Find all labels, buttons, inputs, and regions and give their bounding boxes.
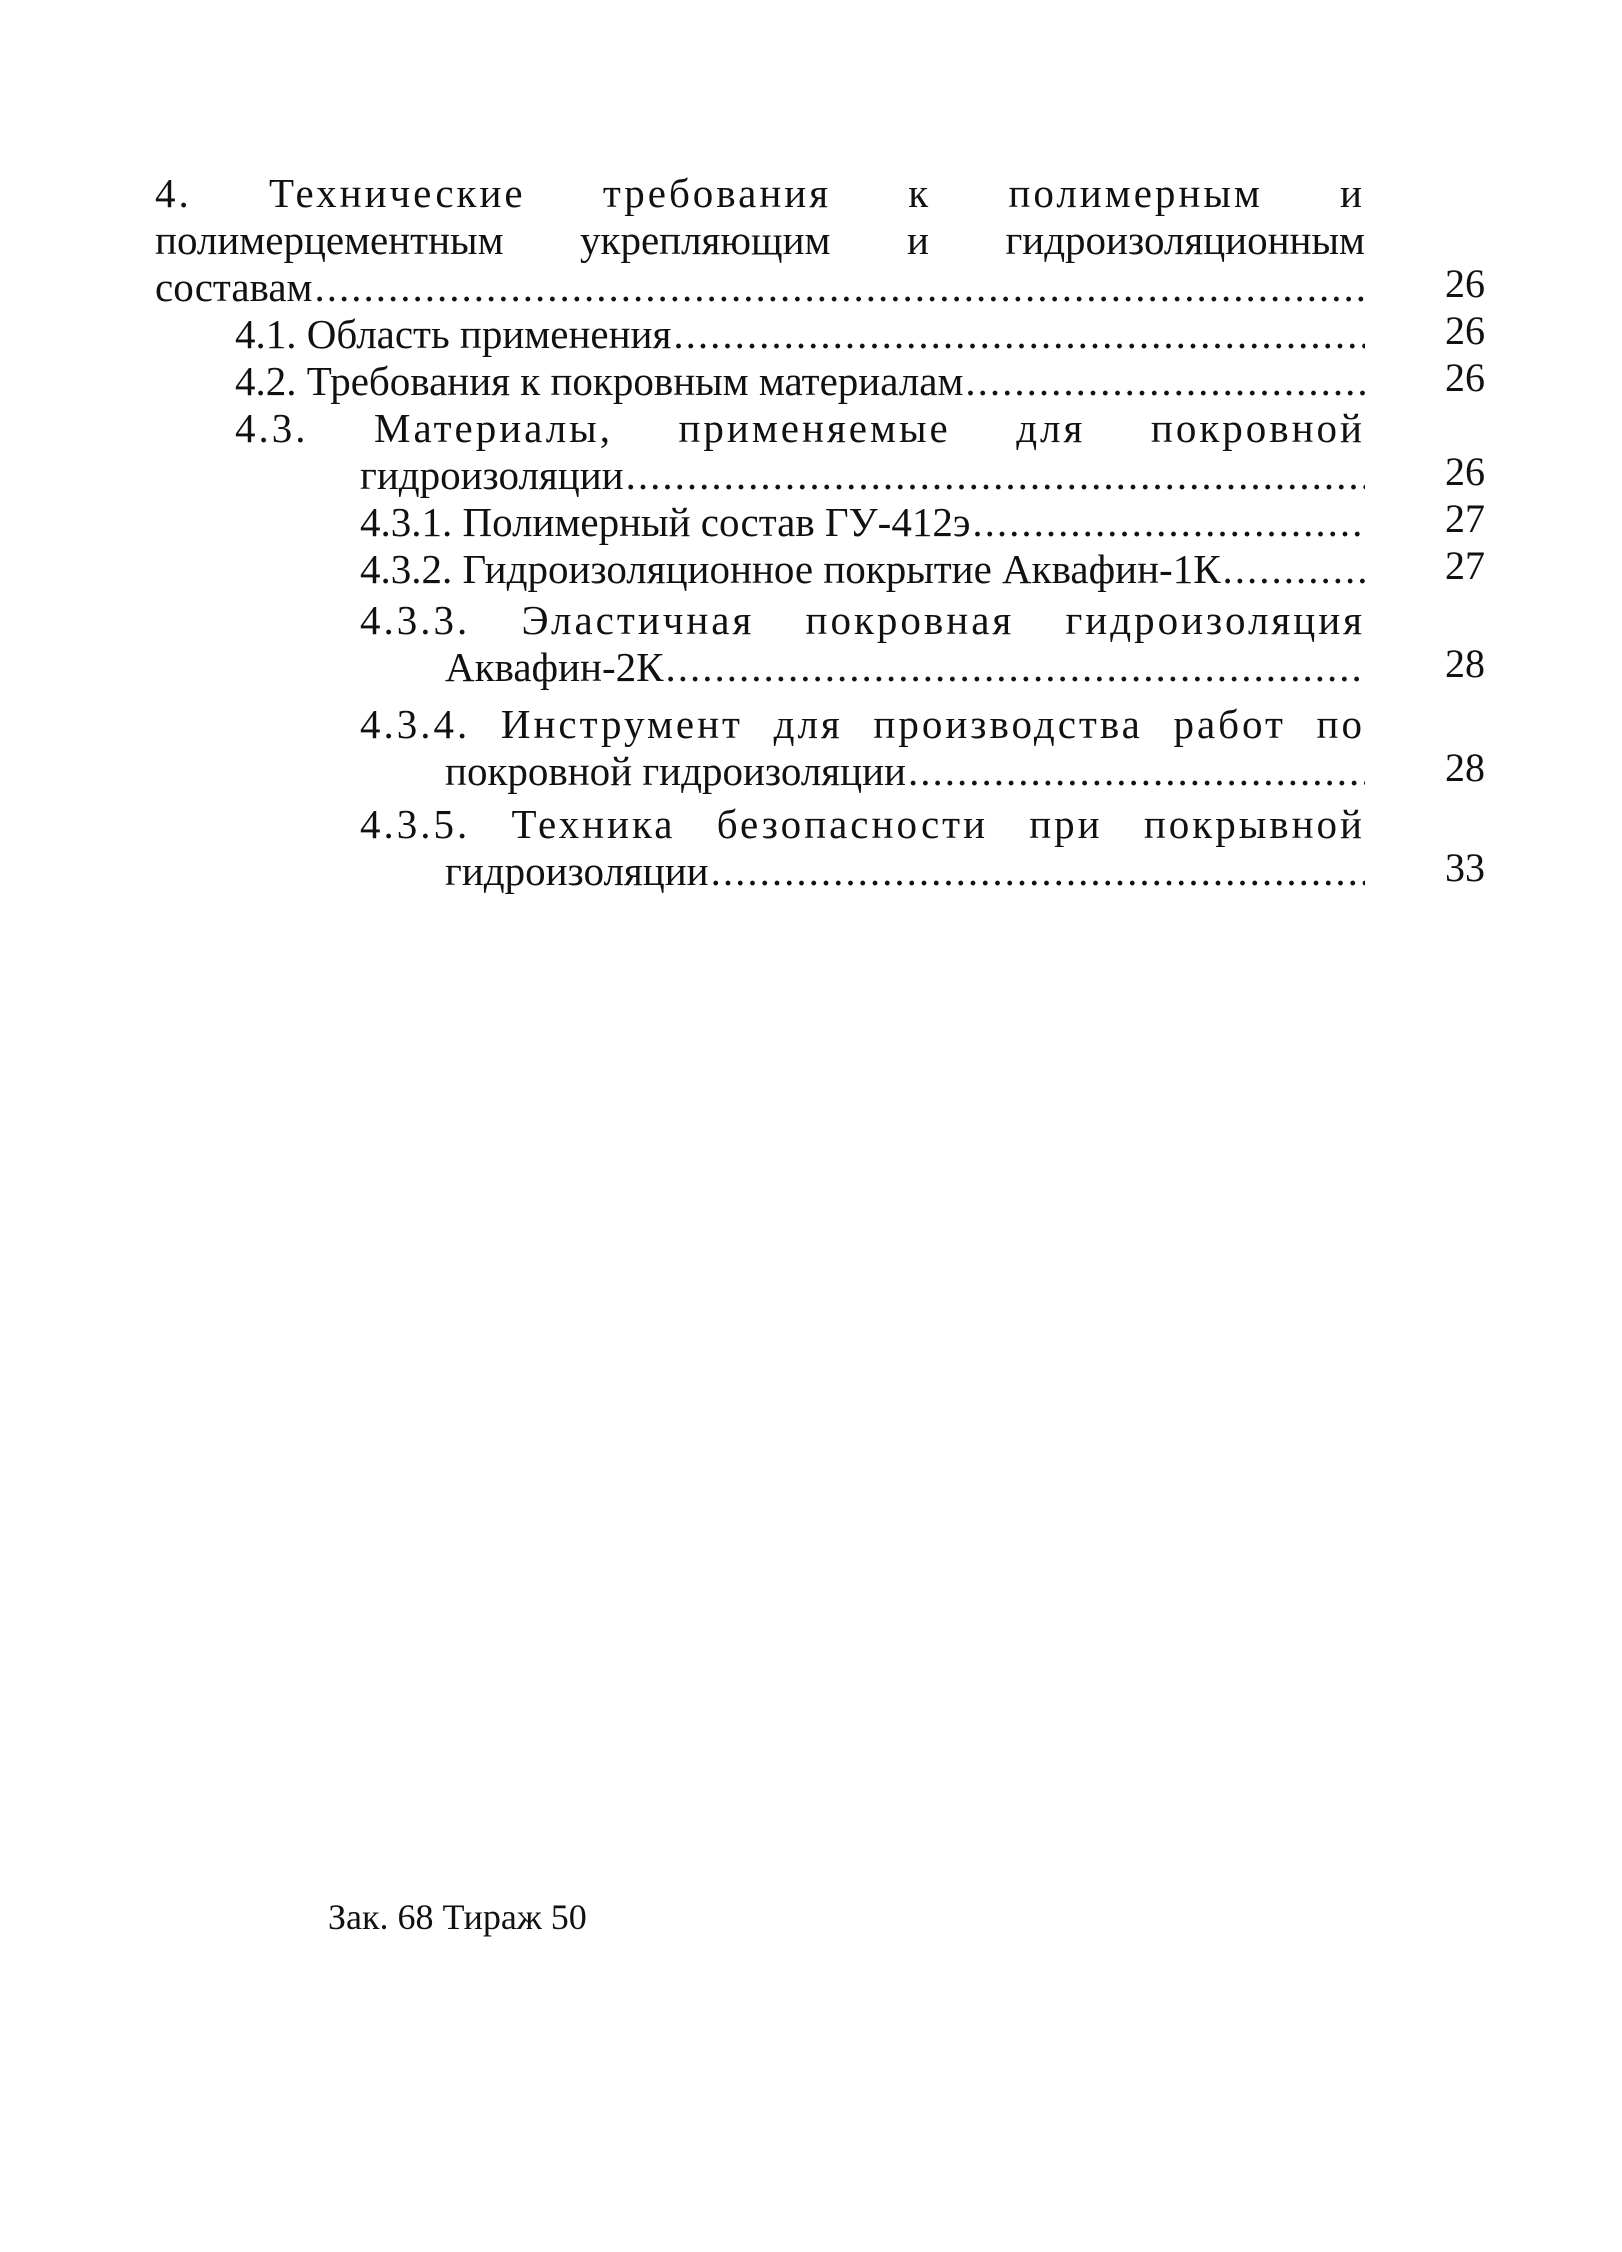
dot-leader: [315, 264, 1366, 311]
toc-entry: [155, 701, 1485, 795]
toc-entry-label: покровной гидроизоляции: [445, 748, 906, 794]
toc-entry-label: 4.3.2. Гидроизоляционное покрытие Аквафин-1К: [360, 546, 1221, 592]
toc-entry-title: [360, 801, 1365, 895]
toc-entry-title: [360, 701, 1365, 795]
toc-entry-line: [360, 499, 1365, 546]
print-imprint: Зак. 68 Тираж 50: [328, 1897, 587, 1937]
toc-entry-title: [235, 358, 1365, 405]
toc-entry-label: гидроизоляции: [360, 452, 624, 498]
toc-page-number: 28: [1445, 745, 1485, 790]
toc-entry: [155, 597, 1485, 691]
toc-entry-line: 4.3.4. Инструмент для производства работ по: [360, 701, 1365, 747]
toc-entry-line: [235, 452, 1365, 499]
toc-page-number: 26: [1445, 308, 1485, 353]
dot-leader: [908, 748, 1365, 795]
toc-entry-title: [360, 499, 1365, 546]
toc-entry-title: [360, 597, 1365, 691]
toc-page-number: 33: [1445, 845, 1485, 890]
dot-leader: [972, 499, 1365, 546]
toc-entry-title: [235, 405, 1365, 499]
toc-entry: [155, 801, 1485, 895]
toc-entry: [155, 543, 1485, 593]
toc-entry-label: составам: [155, 264, 313, 310]
toc-entry-line: [360, 644, 1365, 691]
toc-page-number: 26: [1445, 355, 1485, 400]
toc-entry-label: Аквафин-2К: [445, 644, 664, 690]
table-of-contents: [155, 170, 1485, 895]
toc-page-number: 27: [1445, 543, 1485, 588]
toc-page-number: 27: [1445, 496, 1485, 541]
dot-leader: [666, 644, 1366, 691]
toc-entry: [155, 405, 1485, 499]
toc-entry-label: гидроизоляции: [445, 848, 709, 894]
toc-entry-line: [155, 264, 1365, 311]
toc-entry-title: [360, 546, 1365, 593]
toc-entry-line: 4.3.3. Эластичная покровная гидроизоляция: [360, 597, 1365, 643]
toc-entry-line: полимерцементным укрепляющим и гидроизоляционным: [155, 217, 1365, 263]
toc-entry-label: 4.2. Требования к покровным материалам: [235, 358, 964, 404]
toc-entry: [155, 170, 1485, 311]
toc-entry-line: [235, 311, 1365, 358]
toc-entry-title: [235, 311, 1365, 358]
toc-page-number: 26: [1445, 449, 1485, 494]
toc-entry-label: 4.3.1. Полимерный состав ГУ-412э: [360, 499, 971, 545]
toc-entry-line: 4. Технические требования к полимерным и: [155, 170, 1365, 216]
toc-page-number: 28: [1445, 641, 1485, 686]
toc-page-number: 26: [1445, 261, 1485, 306]
toc-entry-line: 4.3. Материалы, применяемые для покровной: [235, 405, 1365, 451]
dot-leader: [711, 848, 1365, 895]
dot-leader: [965, 358, 1365, 405]
toc-entry: [155, 496, 1485, 546]
toc-entry-label: 4.1. Область применения: [235, 311, 672, 357]
toc-entry-line: [235, 358, 1365, 405]
dot-leader: [673, 311, 1365, 358]
toc-entry-line: [360, 848, 1365, 895]
toc-entry-line: 4.3.5. Техника безопасности при покрывной: [360, 801, 1365, 847]
toc-entry: [155, 308, 1485, 358]
toc-entry-line: [360, 546, 1365, 593]
toc-entry-line: [360, 748, 1365, 795]
toc-entry-title: [155, 170, 1365, 311]
dot-leader: [626, 452, 1365, 499]
dot-leader: [1223, 546, 1365, 593]
toc-entry: [155, 355, 1485, 405]
